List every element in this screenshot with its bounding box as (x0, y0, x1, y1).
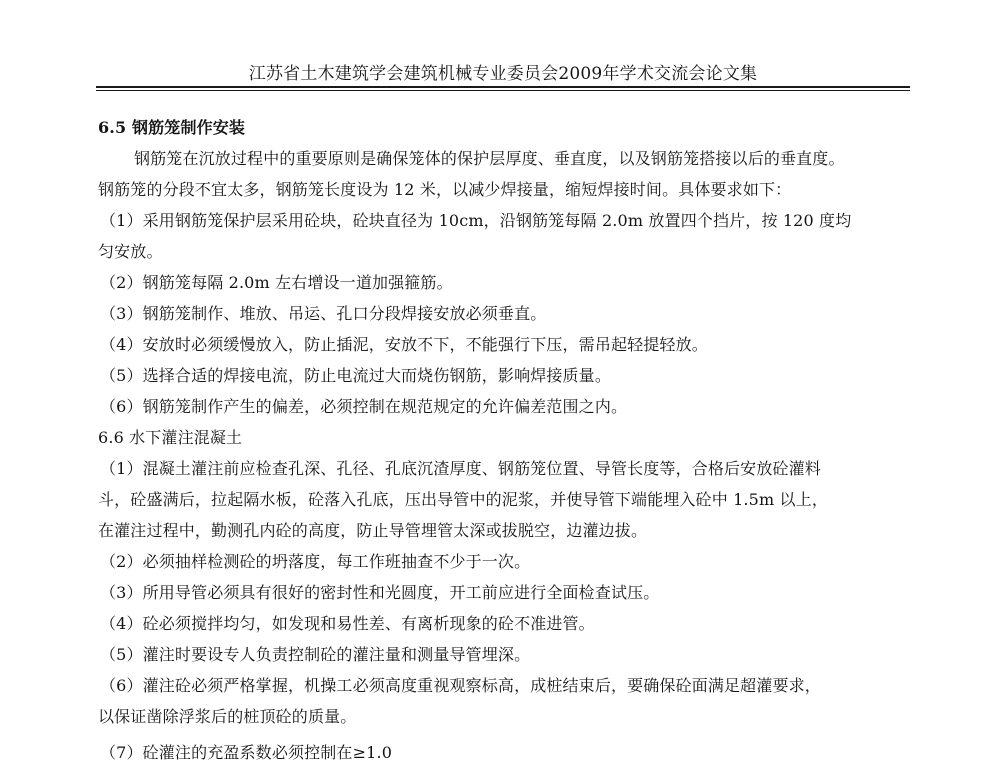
list-item-cropped: （7）砼灌注的充盈系数必须控制在≥1.0 (100, 743, 393, 760)
list-item: （6）钢筋笼制作产生的偏差，必须控制在规范规定的允许偏差范围之内。 (100, 397, 628, 416)
list-item-continuation: 匀安放。 (98, 242, 163, 261)
list-item: （3）所用导管必须具有很好的密封性和光圆度，开工前应进行全面检查试压。 (100, 583, 660, 602)
header-rule (96, 86, 910, 88)
list-item-continuation: 以保证凿除浮浆后的桩顶砼的质量。 (98, 707, 357, 726)
list-item-continuation: 斗，砼盛满后，拉起隔水板，砼落入孔底，压出导管中的泥浆，并使导管下端能埋入砼中 1.5m 以上， (98, 490, 828, 509)
section-heading-6-5: 6.5 钢筋笼制作安装 (98, 118, 246, 137)
list-item: （4）安放时必须缓慢放入，防止插泥，安放不下，不能强行下压，需吊起轻提轻放。 (100, 335, 708, 354)
list-item: （6）灌注砼必须严格掌握，机操工必须高度重视观察标高，成桩结束后，要确保砼面满足超灌要求， (100, 676, 821, 695)
paragraph-line: 钢筋笼的分段不宜太多，钢筋笼长度设为 12 米，以减少焊接量，缩短焊接时间。具体要求如下： (98, 180, 792, 199)
section-heading-6-6: 6.6 水下灌注混凝土 (98, 428, 243, 447)
list-item: （5）选择合适的焊接电流，防止电流过大而烧伤钢筋，影响焊接质量。 (100, 366, 611, 385)
list-item: （1）采用钢筋笼保护层采用砼块，砼块直径为 10cm，沿钢筋笼每隔 2.0m 放置四个挡片，按 120 度均 (100, 211, 852, 230)
paragraph-line: 钢筋笼在沉放过程中的重要原则是确保笼体的保护层厚度、垂直度，以及钢筋笼搭接以后的垂直度。 (134, 149, 845, 168)
list-item-continuation: 在灌注过程中，勤测孔内砼的高度，防止导管埋管太深或拔脱空，边灌边拔。 (98, 521, 648, 540)
header-rule-thin (96, 90, 910, 91)
list-item: （5）灌注时要设专人负责控制砼的灌注量和测量导管埋深。 (100, 645, 531, 664)
list-item: （3）钢筋笼制作、堆放、吊运、孔口分段焊接安放必须垂直。 (100, 304, 547, 323)
list-item: （2）必须抽样检测砼的坍落度，每工作班抽查不少于一次。 (100, 552, 531, 571)
list-item: （1）混凝土灌注前应检查孔深、孔径、孔底沉渣厚度、钢筋笼位置、导管长度等，合格后安放砼灌料 (100, 459, 821, 478)
running-header: 江苏省土木建筑学会建筑机械专业委员会2009年学术交流会论文集 (248, 64, 758, 84)
list-item: （2）钢筋笼每隔 2.0m 左右增设一道加强箍筋。 (100, 273, 453, 292)
list-item: （4）砼必须搅拌均匀，如发现和易性差、有离析现象的砼不准进管。 (100, 614, 595, 633)
